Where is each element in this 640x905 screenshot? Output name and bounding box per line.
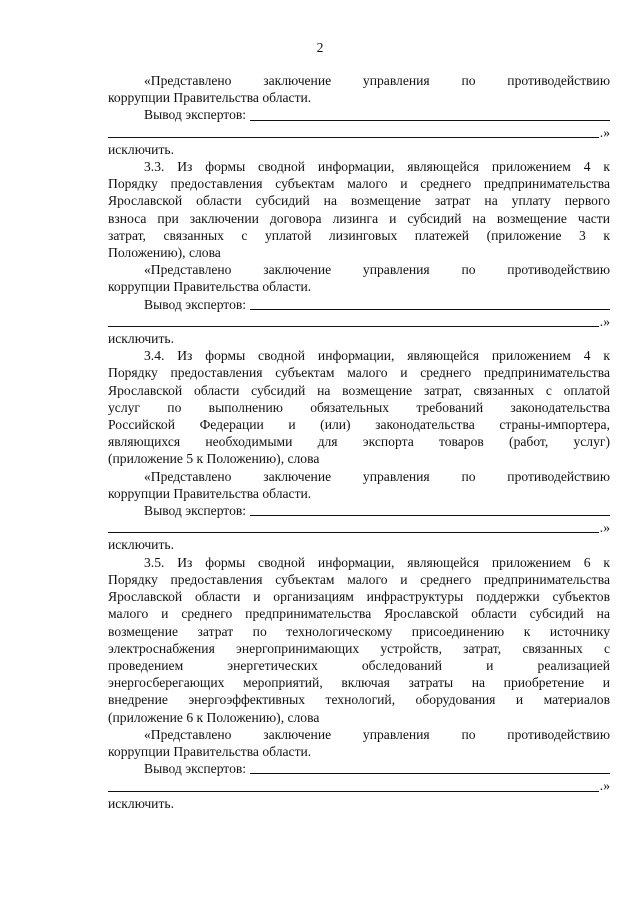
closing-quote-mark: .» (599, 778, 610, 794)
paragraph-line: взноса при заключении договора лизинга и субсидий на возмещение части (108, 210, 610, 226)
page-number: 2 (316, 40, 324, 55)
paragraph-line: Порядку предоставления субъектам малого и среднего предпринимательства (108, 176, 610, 192)
blank-line (250, 107, 610, 121)
paragraph-line: электроснабжения энергопринимающих устройств, затрат, связанных с (108, 640, 610, 656)
exclude-word: исключить. (108, 537, 174, 553)
closing-quote-mark: .» (599, 313, 610, 329)
paragraph-line: Ярославской области субсидий на возмещение затрат на уплату первого (108, 193, 610, 209)
paragraph-line: Порядку предоставления субъектам малого и среднего предпринимательства (108, 365, 610, 381)
quote-line: «Представлено заключение управления по противодействию (144, 262, 610, 278)
section-1 (108, 158, 610, 347)
section-3 (108, 554, 610, 812)
paragraph-line: услуг по выполнению обязательных требований законодательства (108, 399, 610, 415)
paragraph-line: малого и среднего предпринимательства Ярославской области субсидий на (108, 606, 610, 622)
expert-label: Вывод экспертов: (144, 107, 247, 123)
blank-line (250, 502, 610, 516)
paragraph-line: Положению), слова (108, 245, 221, 261)
expert-conclusion-field (108, 760, 610, 777)
paragraph-line: 3.5. Из формы сводной информации, являющейся приложением 6 к (144, 554, 610, 570)
expert-conclusion-field (108, 296, 610, 313)
quote-line: «Представлено заключение управления по противодействию (144, 468, 610, 484)
paragraph-line: внедрение энергоэффективных технологий, оборудования и материалов (108, 692, 610, 708)
section-0 (108, 72, 610, 158)
paragraph-line: являющихся необходимыми для экспорта товаров (работ, услуг) (108, 434, 610, 450)
quote-line: «Представлено заключение управления по противодействию (144, 726, 610, 742)
blank-line (108, 519, 599, 533)
paragraph-line: (приложение 6 к Положению), слова (108, 709, 320, 725)
paragraph-line: затрат, связанных с уплатой лизинговых платежей (приложение 3 к (108, 227, 610, 243)
blank-line (108, 778, 599, 792)
paragraph-line: Ярославской области субсидий на возмещение затрат, связанных с оплатой (108, 382, 610, 398)
expert-conclusion-field (108, 106, 610, 123)
paragraph-line: энергосберегающих мероприятий, включая затраты на приобретение и (108, 675, 610, 691)
quote-line: «Представлено заключение управления по противодействию (144, 73, 610, 88)
blank-line-row (108, 519, 610, 536)
exclude-word: исключить. (108, 141, 174, 157)
blank-line (108, 313, 599, 327)
blank-line (250, 296, 610, 310)
paragraph-line: Порядку предоставления субъектам малого и среднего предпринимательства (108, 571, 610, 587)
paragraph-line: 3.4. Из формы сводной информации, являющейся приложением 4 к (144, 348, 610, 364)
exclude-word: исключить. (108, 331, 174, 347)
blank-line-row (108, 777, 610, 794)
quote-line: коррупции Правительства области. (108, 743, 312, 759)
quote-line: коррупции Правительства области. (108, 279, 312, 295)
paragraph-line: Ярославской области и организациям инфраструктуры поддержки субъектов (108, 589, 610, 605)
paragraph-line: возмещение затрат по технологическому присоединению к источнику (108, 623, 610, 639)
quote-line: коррупции Правительства области. (108, 90, 312, 106)
closing-quote-mark: .» (599, 124, 610, 140)
blank-line (250, 760, 610, 774)
expert-label: Вывод экспертов: (144, 761, 247, 777)
expert-label: Вывод экспертов: (144, 503, 247, 519)
blank-line-row (108, 124, 610, 141)
quote-line: коррупции Правительства области. (108, 485, 312, 501)
blank-line (108, 124, 599, 138)
paragraph-line: Российской Федерации и (или) законодательства страны-импортера, (108, 417, 610, 433)
section-2 (108, 347, 610, 553)
paragraph-line: (приложение 5 к Положению), слова (108, 451, 320, 467)
exclude-word: исключить. (108, 795, 174, 811)
expert-label: Вывод экспертов: (144, 296, 247, 312)
paragraph-line: проведением энергетических обследований и реализацией (108, 657, 610, 673)
closing-quote-mark: .» (599, 520, 610, 536)
expert-conclusion-field (108, 502, 610, 519)
paragraph-line: 3.3. Из формы сводной информации, являющейся приложением 4 к (144, 159, 610, 175)
blank-line-row (108, 313, 610, 330)
document-body (108, 72, 610, 812)
